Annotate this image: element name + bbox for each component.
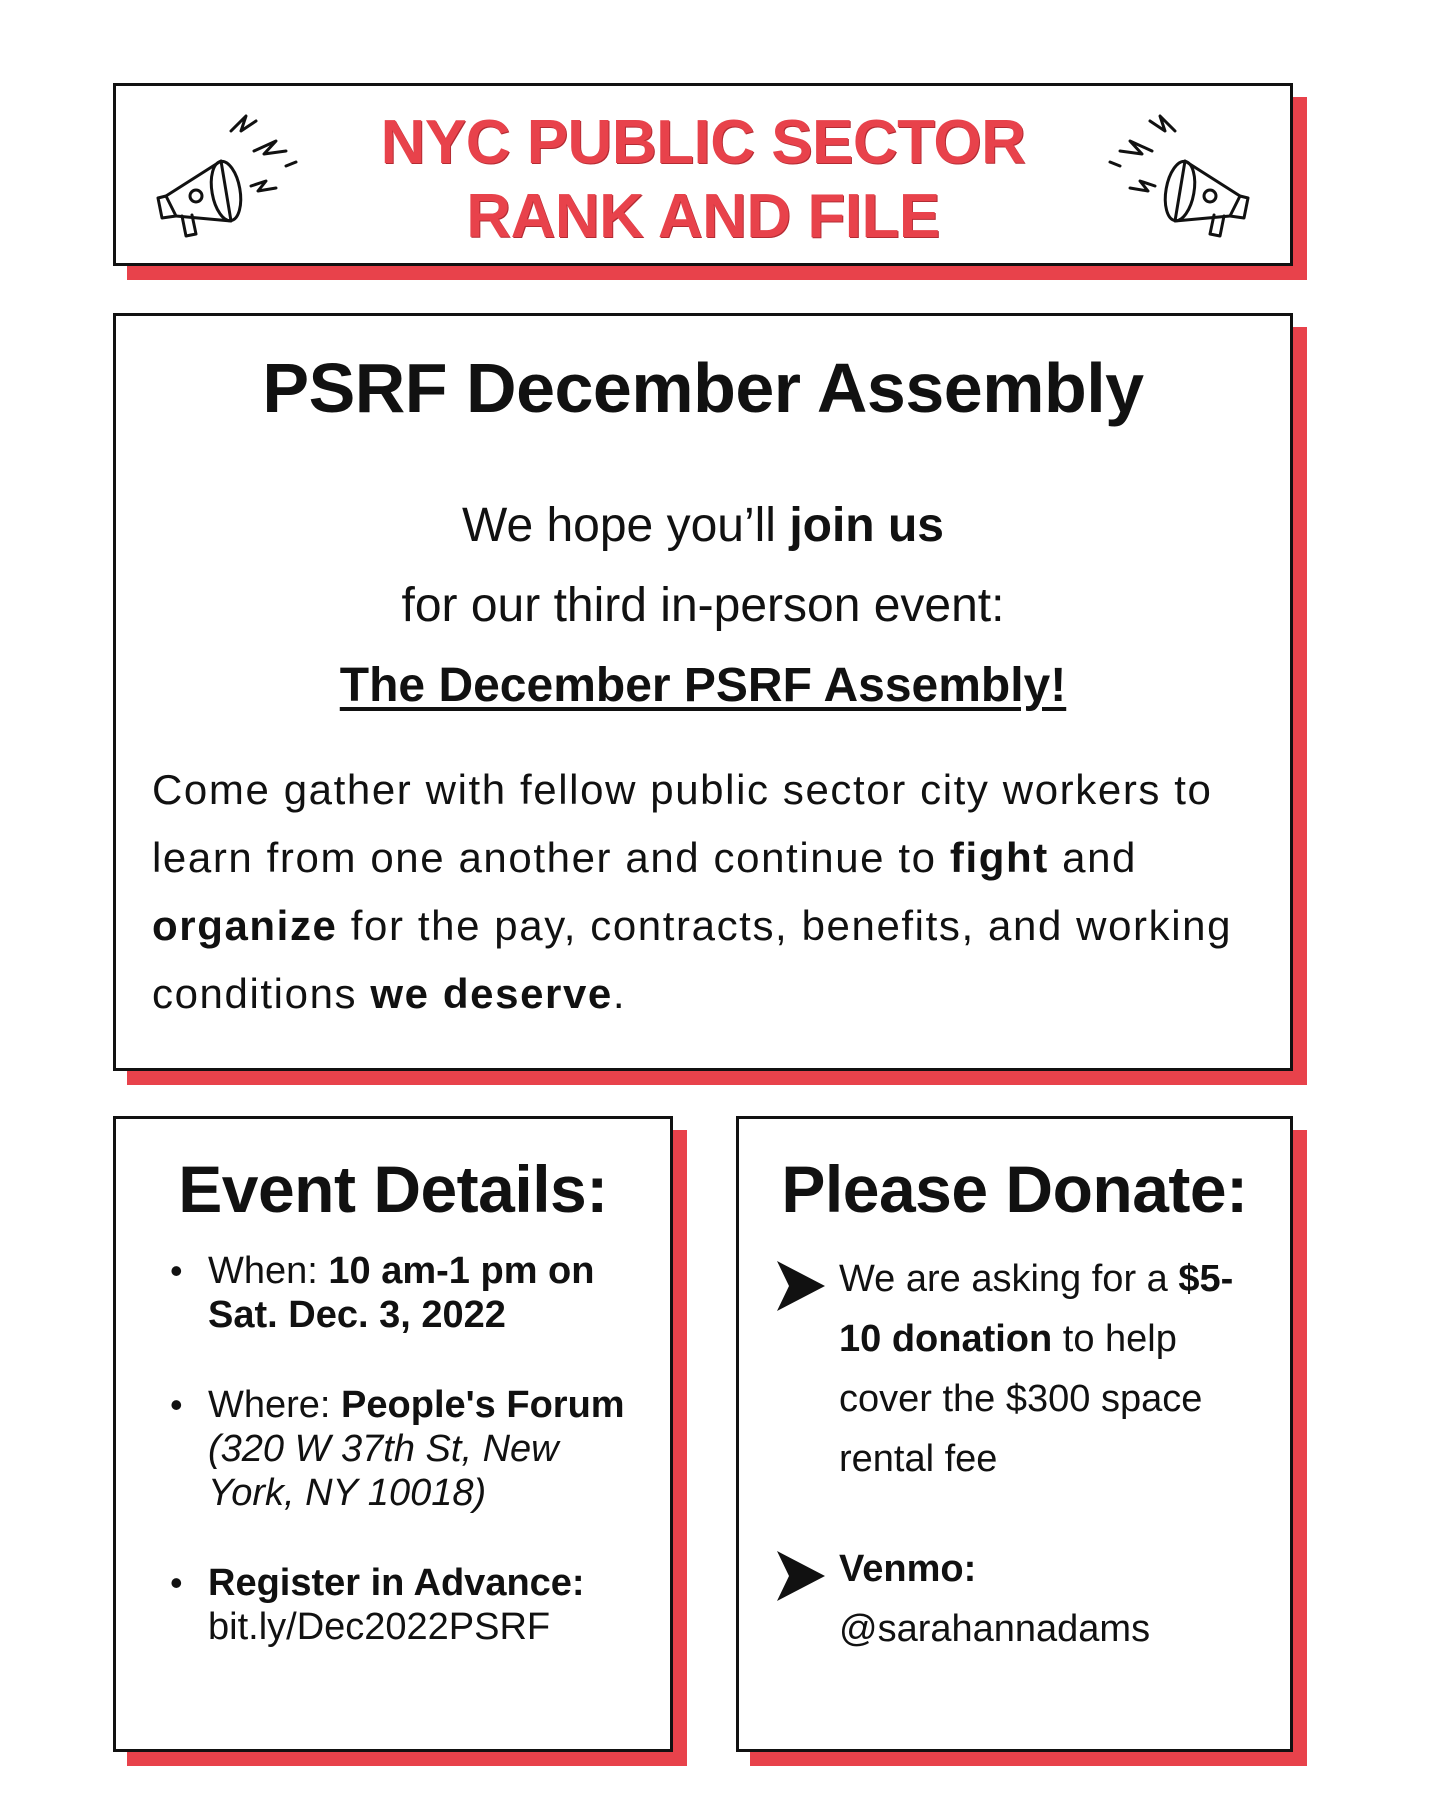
detail-register — [158, 1561, 650, 1649]
where-label: Where: — [208, 1384, 342, 1426]
arrow-right-icon — [775, 1257, 827, 1315]
donate-title: Please Donate: — [781, 1152, 1248, 1226]
venmo-label: Venmo: — [839, 1548, 977, 1590]
desc-organize: organize — [152, 902, 338, 949]
donate-purpose: to help cover the $300 space rental fee — [839, 1318, 1203, 1480]
register-link[interactable]: bit.ly/Dec2022PSRF — [208, 1606, 551, 1648]
venmo-handle[interactable]: @sarahannadams — [839, 1608, 1151, 1650]
arrow-right-icon — [775, 1547, 827, 1605]
desc-part1: Come gather with fellow public sector city workers to learn from one another and continue to — [152, 766, 1213, 881]
header-banner — [113, 83, 1293, 266]
event-name: The December PSRF Assembly! — [339, 659, 1067, 712]
desc-period: . — [612, 970, 627, 1017]
desc-part3: for the pay, contracts, benefits, and working conditions — [152, 902, 1233, 1017]
bullet-icon: • — [170, 1250, 183, 1291]
megaphone-icon — [1090, 96, 1270, 256]
event-details-section — [113, 1116, 673, 1752]
assembly-description — [152, 756, 1260, 1028]
join-us-text: join us — [789, 499, 944, 552]
donate-list — [775, 1249, 1270, 1709]
desc-we-deserve: we deserve — [370, 970, 613, 1017]
desc-part2: and — [1048, 834, 1138, 881]
bullet-icon: • — [170, 1384, 183, 1425]
invite-line1 — [116, 486, 1290, 566]
where-address: (320 W 37th St, New York, NY 10018) — [208, 1428, 559, 1514]
bullet-icon: • — [170, 1562, 183, 1603]
donate-ask-text: We are asking for a — [839, 1258, 1179, 1300]
org-title-line1: NYC PUBLIC SECTOR — [380, 108, 1026, 177]
invite-line2: for our third in-person event: — [401, 579, 1005, 632]
event-details-list — [158, 1249, 650, 1695]
donate-section — [736, 1116, 1293, 1752]
assembly-title: PSRF December Assembly — [262, 349, 1144, 427]
event-details-title: Event Details: — [178, 1152, 608, 1226]
detail-where — [158, 1383, 650, 1515]
detail-when — [158, 1249, 650, 1337]
when-label: When: — [208, 1250, 329, 1292]
where-venue: People's Forum — [341, 1384, 625, 1426]
venmo-item — [775, 1539, 1270, 1659]
desc-fight: fight — [949, 834, 1049, 881]
donate-amount: $5-10 donation — [839, 1258, 1234, 1360]
when-value: 10 am-1 pm on Sat. Dec. 3, 2022 — [208, 1250, 595, 1336]
invite-line1-text: We hope you’ll — [462, 499, 790, 552]
org-title-line2: RANK AND FILE — [466, 182, 940, 251]
invite-text — [116, 486, 1290, 726]
donate-amount-item — [775, 1249, 1270, 1489]
register-label: Register in Advance: — [208, 1562, 585, 1604]
assembly-section — [113, 313, 1293, 1071]
